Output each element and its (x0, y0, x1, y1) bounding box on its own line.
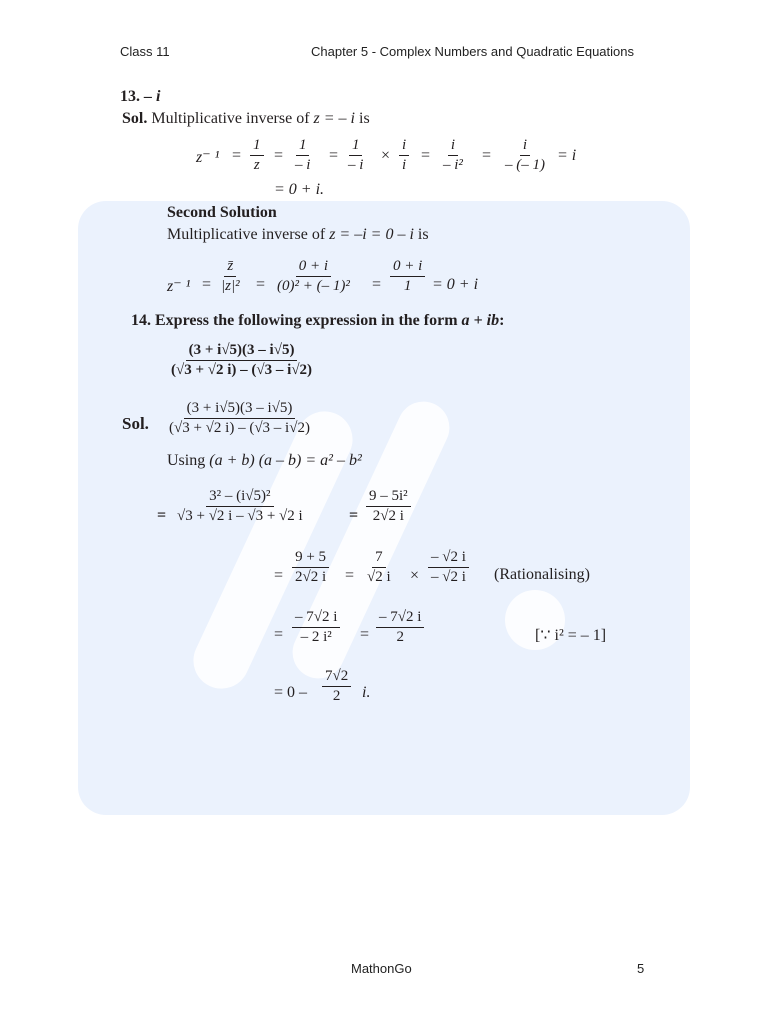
question-14: 14. Express the following expression in the form a + ib: (131, 312, 505, 329)
fraction: $\frac{- 7√2 i}{2}$ (376, 609, 424, 646)
math-prefix: = 0 – (274, 684, 308, 701)
fraction: $\frac{i}{- (- 1)}$ (505, 137, 545, 173)
math-equals: = (329, 147, 339, 164)
times-icon: × (410, 567, 420, 584)
q13-solution-intro: Sol. Multiplicative inverse of z = – i is (122, 110, 370, 127)
math-equals: = (421, 147, 431, 164)
fraction: $\frac{7√2}{2}$ (322, 668, 351, 705)
q14-solution-expression: $\frac{(3 + i√5)(3 - i√5)}{(√3 + √2 i) - (√3 - i√2)}$ (169, 400, 310, 436)
q13-equation-line-2: = 0 + i. (274, 181, 325, 198)
math-equals: = (274, 626, 284, 643)
math-suffix: i. (362, 684, 371, 701)
math-lhs: z⁻ ¹ (196, 149, 220, 166)
math-equals: = (157, 507, 167, 524)
math-equals: = (256, 276, 266, 293)
fraction: $\frac{0 + i}{1}$ (390, 258, 425, 295)
q14-solution-label: Sol. (122, 414, 149, 433)
math-result: = 0 + i (432, 276, 479, 293)
fraction: $\frac{i}{i}$ (399, 137, 409, 174)
math-equals: = (372, 276, 382, 293)
fraction: $\frac{1}{z}$ (250, 137, 264, 174)
fraction: $\frac{1}{- i}$ (295, 137, 311, 173)
math-equals: = (232, 147, 242, 164)
math-result: = i (557, 147, 577, 164)
class-label: Class 11 (120, 44, 170, 59)
footer-brand: MathonGo (351, 961, 412, 976)
chapter-title: Chapter 5 - Complex Numbers and Quadratic Equations (311, 44, 634, 59)
fraction: $\frac{1}{- i}$ (348, 137, 364, 173)
math-equals: = (274, 147, 284, 164)
math-equals: = (274, 567, 284, 584)
rationalising-note: (Rationalising) (494, 566, 590, 583)
fraction: $\frac{z̄}{\text{|z|²}}$ (221, 258, 240, 294)
math-equals: = (349, 507, 359, 524)
math-equals: = (202, 276, 212, 293)
fraction: $\frac{- 7√2 i}{\text{– 2 i²}}$ (292, 609, 340, 646)
fraction: $\frac{7}{√2 i}$ (367, 549, 391, 585)
fraction: $\frac{0 + i}{\text{(0)² + (– 1)²}}$ (277, 258, 350, 294)
q14-expression: $\frac{(3 + i√5)(3 - i√5)}{(√3 + √2 i) - (√3 - i√2)}$ (171, 342, 313, 378)
fraction: $\frac{\text{9 – 5i²}}{2√2 i}$ (366, 488, 411, 525)
page-number: 5 (637, 961, 645, 976)
math-lhs: z⁻ ¹ (167, 278, 191, 295)
times-icon: × (381, 147, 391, 164)
fraction: $\frac{9 + 5}{2√2 i}$ (292, 549, 329, 586)
math-equals: = (345, 567, 355, 584)
fraction: $\frac{- √2 i}{- √2 i}$ (428, 549, 469, 586)
second-solution-intro: Multiplicative inverse of z = –i = 0 – i is (167, 226, 429, 243)
identity-note: [∵ i² = – 1] (535, 627, 607, 644)
second-solution-title: Second Solution (167, 204, 277, 221)
math-equals: = (482, 147, 492, 164)
question-13-number: 13. – i (120, 88, 161, 105)
fraction: $\frac{i}{\text{– i²}}$ (443, 137, 463, 173)
fraction: $\frac{\text{3² – (i√5)²}}{√3 + √2 i - √3 + √2 i}$ (177, 488, 303, 524)
math-equals: = (360, 626, 370, 643)
identity-line: Using (a + b) (a – b) = a² – b² (167, 452, 362, 469)
